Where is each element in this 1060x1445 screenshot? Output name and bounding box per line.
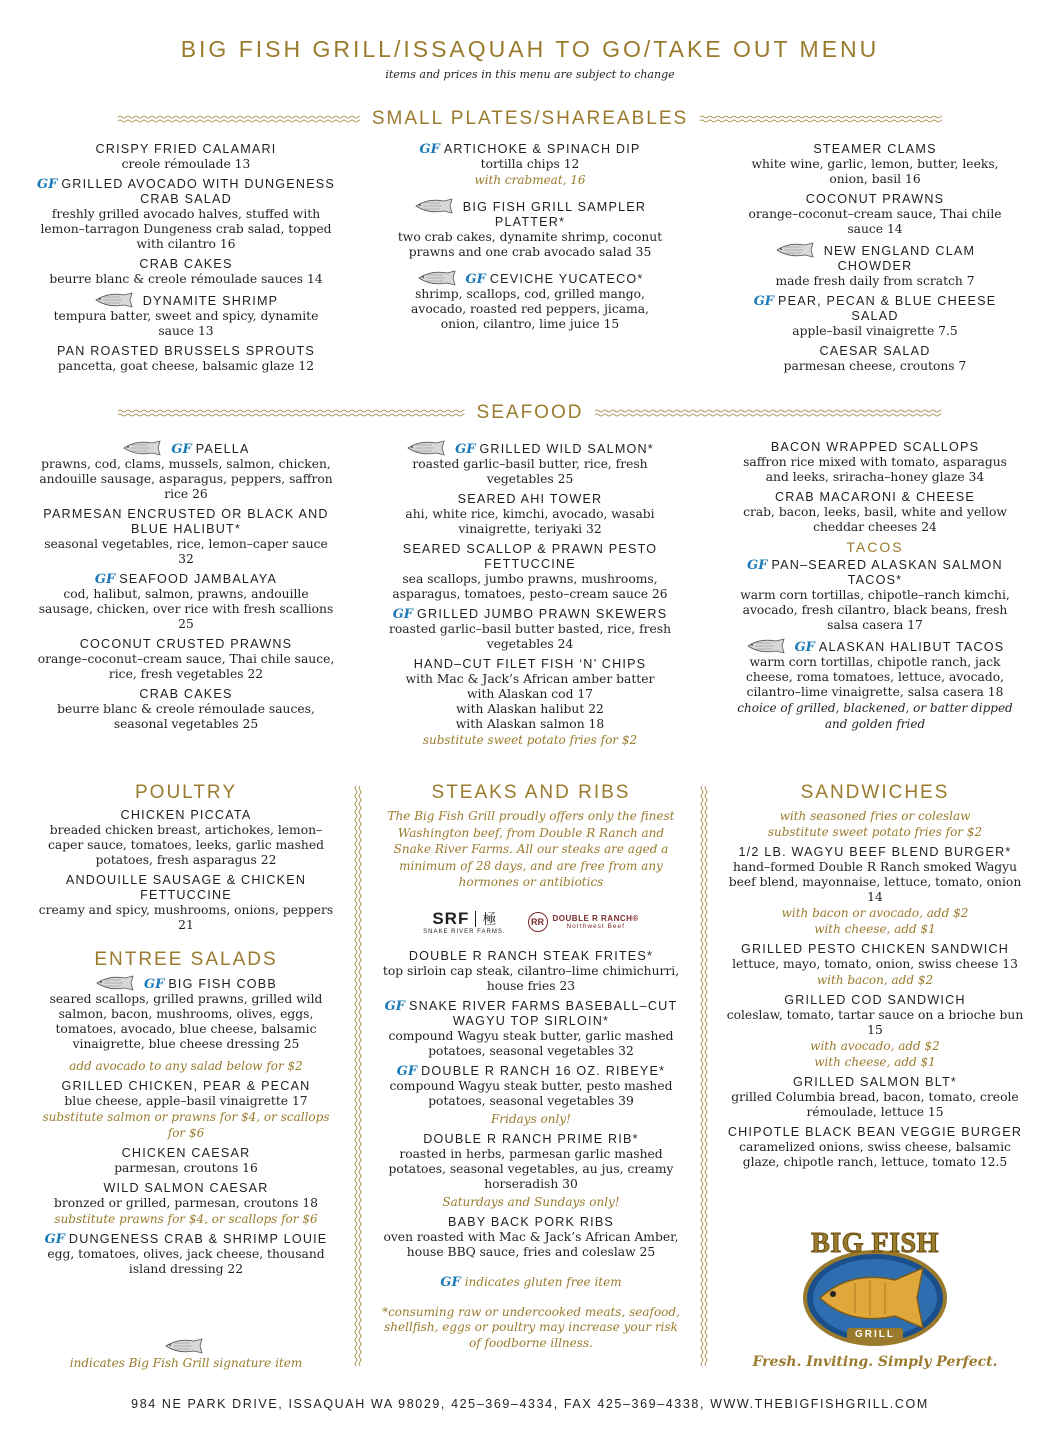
section-title-sandwiches: SANDWICHES <box>800 782 950 803</box>
item-name: STEAMER CLAMS <box>813 142 937 156</box>
item-desc: top sirloin cap steak, cilantro–lime chimichurri, house fries 23 <box>382 963 680 993</box>
seafood-column-2 <box>380 440 680 753</box>
menu-item <box>36 873 336 933</box>
menu-item <box>36 440 336 502</box>
menu-item <box>390 142 670 188</box>
gluten-free-icon: GF <box>94 572 116 587</box>
item-desc: seasonal vegetables, rice, lemon–caper sauce 32 <box>44 537 328 566</box>
menu-item <box>730 558 1020 633</box>
item-desc: blue cheese, apple–basil vinaigrette 17 <box>64 1094 308 1108</box>
item-note: Fridays only! <box>491 1111 571 1126</box>
menu-item <box>722 1125 1028 1170</box>
srf-kanji: 極 <box>482 911 497 928</box>
item-desc: creole rémoulade 13 <box>121 157 251 171</box>
item-name: GRILLED PESTO CHICKEN SANDWICH <box>740 942 1010 956</box>
brand-logos <box>378 909 684 935</box>
menu-item <box>36 1079 336 1141</box>
small-plates-column-1 <box>36 142 336 379</box>
gluten-free-icon: GF <box>392 607 414 622</box>
signature-legend <box>36 1336 336 1371</box>
item-name: PARMESAN ENCRUSTED OR BLACK AND BLUE HALIBUT* <box>43 507 329 536</box>
small-plates-column-2 <box>390 142 670 337</box>
item-name: SEARED AHI TOWER <box>457 492 603 506</box>
menu-item <box>378 1064 684 1127</box>
item-note: substitute salmon or prawns for $4, or scallops for $6 <box>42 1110 330 1140</box>
item-desc: warm corn tortillas, chipotle–ranch kimchi, avocado, fresh cilantro, black beans, fresh salsa casera 17 <box>740 588 1010 632</box>
item-name: GRILLED COD SANDWICH <box>784 993 966 1007</box>
item-name: GF PAN–SEARED ALASKAN SALMON TACOS* <box>747 558 1003 587</box>
item-desc: ahi, white rice, kimchi, avocado, wasabi vinaigrette, teriyaki 32 <box>405 507 655 536</box>
vertical-wave-divider <box>354 786 362 1366</box>
item-name: PAN ROASTED BRUSSELS SPROUTS <box>56 344 315 358</box>
raw-food-warning: *consuming raw or undercooked meats, seafood, shellfish, eggs or poultry may increase your risk of foodborne illness. <box>382 1304 680 1350</box>
seafood-column-1 <box>36 440 336 737</box>
snake-river-farms-logo <box>423 909 505 935</box>
menu-item <box>36 1146 336 1176</box>
steaks-intro: The Big Fish Grill proudly offers only the finest Washington beef, from Double R Ranch and Snake River Farms. All our steaks are aged a minimum of 28 days, and are free from any hormones or antibiotics <box>387 809 675 889</box>
item-name: GF DUNGENESS CRAB & SHRIMP LOUIE <box>44 1232 328 1247</box>
item-name: CHICKEN PICCATA <box>120 808 252 822</box>
menu-item <box>380 542 680 602</box>
signature-fish-icon <box>95 975 139 991</box>
item-name: CHICKEN CAESAR <box>121 1146 251 1160</box>
gluten-free-icon: GF <box>465 272 486 287</box>
srf-letters: SRF <box>432 908 470 928</box>
item-note: substitute prawns for $4, or scallops for $6 <box>54 1212 318 1226</box>
item-desc: crab, bacon, leeks, basil, white and yellow cheddar cheeses 24 <box>743 505 1007 534</box>
menu-item <box>380 492 680 537</box>
steaks-column <box>378 782 684 1351</box>
item-name: BACON WRAPPED SCALLOPS <box>770 440 980 454</box>
item-name: GF SEAFOOD JAMBALAYA <box>94 572 278 587</box>
item-desc: egg, tomatoes, olives, jack cheese, thousand island dressing 22 <box>47 1247 325 1276</box>
item-note: with avocado, add $2 <box>810 1039 940 1053</box>
gluten-free-icon: GF <box>455 442 476 457</box>
poultry-salads-column <box>36 782 336 1282</box>
item-desc: beurre blanc & creole rémoulade sauces 14 <box>49 272 323 286</box>
menu-item <box>36 637 336 682</box>
item-name: CAESAR SALAD <box>819 344 931 358</box>
sandwich-note: substitute sweet potato fries for $2 <box>767 825 983 839</box>
section-small-plates <box>118 108 942 130</box>
menu-item <box>36 808 336 868</box>
item-name: BABY BACK PORK RIBS <box>447 1214 615 1229</box>
item-name: GF DOUBLE R RANCH 16 OZ. RIBEYE* <box>396 1063 666 1079</box>
section-title-steaks: STEAKS AND RIBS <box>431 782 631 803</box>
logo-text: BIG FISH <box>811 1228 939 1259</box>
item-desc: oven roasted with Mac & Jack’s African Amber, house BBQ sauce, fries and coleslaw 25 <box>383 1229 679 1259</box>
menu-item <box>36 177 336 252</box>
signature-fish-icon <box>406 440 450 456</box>
gluten-free-icon: GF <box>747 558 768 573</box>
menu-item <box>722 1075 1028 1120</box>
item-desc: roasted garlic–basil butter basted, rice, fresh vegetables 24 <box>388 622 672 651</box>
signature-legend-text: indicates Big Fish Grill signature item <box>69 1356 303 1370</box>
item-desc: two crab cakes, dynamite shrimp, coconut prawns and one crab avocado salad 35 <box>397 230 663 259</box>
item-name: GF SNAKE RIVER FARMS BASEBALL–CUT WAGYU TOP SIRLOIN* <box>384 998 678 1028</box>
item-desc: orange–coconut–cream sauce, Thai chile sauce, rice, fresh vegetables 22 <box>37 652 335 681</box>
gluten-free-icon: GF <box>753 294 775 309</box>
item-desc: white wine, garlic, lemon, butter, leeks, onion, basil 16 <box>751 157 999 186</box>
item-name: CRAB MACARONI & CHEESE <box>775 490 975 504</box>
item-name: ANDOUILLE SAUSAGE & CHICKEN FETTUCCINE <box>65 873 307 902</box>
gluten-free-icon: GF <box>143 977 165 992</box>
item-name: HAND–CUT FILET FISH ‘N’ CHIPS <box>413 657 647 671</box>
menu-item <box>36 292 336 339</box>
menu-item <box>378 949 684 994</box>
item-name: WILD SALMON CAESAR <box>103 1181 269 1195</box>
menu-item <box>740 294 1010 339</box>
item-name: DYNAMITE SHRIMP <box>36 292 336 309</box>
wave-divider-right <box>595 408 942 418</box>
item-desc: warm corn tortillas, chipotle ranch, jack cheese, roma tomatoes, lettuce, avocado, cilantro–lime vinaigrette, salsa casera 18 <box>745 655 1005 699</box>
gluten-free-icon: GF <box>36 177 58 192</box>
item-name: 1/2 LB. WAGYU BEEF BLEND BURGER* <box>738 845 1012 859</box>
menu-item <box>36 975 336 1074</box>
item-desc: tortilla chips 12 <box>480 157 580 171</box>
menu-item <box>740 192 1010 237</box>
menu-item <box>390 198 670 260</box>
menu-item <box>36 1181 336 1227</box>
gluten-free-icon: GF <box>384 998 405 1014</box>
logo-subtext: GRILL <box>855 1329 895 1340</box>
item-note: choice of grilled, blackened, or batter dipped and golden fried <box>737 701 1013 731</box>
item-name: CRAB CAKES <box>139 257 233 271</box>
signature-fish-icon <box>417 270 461 286</box>
menu-item <box>722 845 1028 937</box>
item-name: DOUBLE R RANCH PRIME RIB* <box>423 1131 639 1146</box>
item-desc: hand–formed Double R Ranch smoked Wagyu beef blend, mayonnaise, lettuce, tomato, onion 14 <box>728 860 1022 904</box>
item-name: GF PEAR, PECAN & BLUE CHEESE SALAD <box>753 294 997 323</box>
menu-item <box>730 490 1020 535</box>
item-name: GRILLED SALMON BLT* <box>793 1075 957 1089</box>
gluten-free-icon: GF <box>440 1274 461 1290</box>
menu-subtitle: items and prices in this menu are subject to change <box>385 68 675 81</box>
item-desc: creamy and spicy, mushrooms, onions, peppers 21 <box>38 903 334 932</box>
section-title: SMALL PLATES/SHAREABLES <box>371 108 689 129</box>
menu-item <box>36 687 336 732</box>
srf-separator <box>475 911 476 927</box>
tacos-subheading: TACOS <box>846 539 904 555</box>
big-fish-grill-logo <box>795 1228 955 1350</box>
item-note: substitute sweet potato fries for $2 <box>422 733 638 747</box>
double-r-ranch-logo <box>528 912 639 932</box>
item-desc: lettuce, mayo, tomato, onion, swiss cheese 13 <box>732 957 1018 971</box>
menu-item <box>36 344 336 374</box>
item-name: GF ALASKAN HALIBUT TACOS <box>730 638 1020 655</box>
item-name: SEARED SCALLOP & PRAWN PESTO FETTUCCINE <box>402 542 658 571</box>
menu-item <box>36 1232 336 1277</box>
item-desc: pancetta, goat cheese, balsamic glaze 12 <box>57 359 315 373</box>
item-name: COCONUT CRUSTED PRAWNS <box>79 637 293 651</box>
signature-fish-icon <box>746 638 790 654</box>
sandwich-note: with seasoned fries or coleslaw <box>779 809 971 823</box>
menu-item <box>378 1132 684 1210</box>
item-name: GF PAELLA <box>36 440 336 457</box>
item-name: DOUBLE R RANCH STEAK FRITES* <box>408 948 654 963</box>
menu-item <box>36 507 336 567</box>
menu-item <box>36 257 336 287</box>
gluten-free-icon: GF <box>396 1063 418 1079</box>
item-desc: roasted in herbs, parmesan garlic mashed potatoes, seasonal vegetables, au jus, creamy horseradish 30 <box>388 1146 674 1191</box>
section-title-entree-salads: ENTREE SALADS <box>94 949 278 970</box>
item-desc: orange–coconut–cream sauce, Thai chile sauce 14 <box>748 207 1002 236</box>
menu-item <box>390 270 670 332</box>
item-desc: compound Wagyu steak butter, garlic mashed potatoes, seasonal vegetables 32 <box>388 1028 674 1058</box>
sandwiches-column <box>722 782 1028 1175</box>
item-desc: shrimp, scallops, cod, grilled mango, avocado, roasted red peppers, jicama, onion, cilantro, lime juice 15 <box>411 287 649 331</box>
signature-fish-icon <box>414 198 458 214</box>
menu-item <box>740 242 1010 289</box>
item-desc: prawns, cod, clams, mussels, salmon, chicken, andouille sausage, asparagus, peppers, saffron rice 26 <box>39 457 333 501</box>
drr-mark: RR <box>528 912 548 932</box>
item-note: with bacon, add $2 <box>816 973 934 987</box>
menu-item <box>722 993 1028 1070</box>
srf-name: SNAKE RIVER FARMS. <box>423 928 506 935</box>
item-desc: sea scallops, jumbo prawns, mushrooms, asparagus, tomatoes, pesto–cream sauce 26 <box>392 572 668 601</box>
item-name: GF BIG FISH COBB <box>36 975 336 992</box>
signature-fish-icon <box>775 242 819 258</box>
drr-name: DOUBLE R RANCH® <box>552 913 639 923</box>
item-note: add avocado to any salad below for $2 <box>69 1059 303 1073</box>
menu-item <box>36 142 336 172</box>
item-variant: with Alaskan cod 17 <box>466 687 593 701</box>
menu-item <box>380 440 680 487</box>
item-name: GF GRILLED AVOCADO WITH DUNGENESS CRAB SALAD <box>36 177 336 206</box>
menu-item <box>380 607 680 652</box>
item-note: with cheese, add $1 <box>814 1055 936 1069</box>
item-name: BIG FISH GRILL SAMPLER PLATTER* <box>390 198 670 230</box>
item-note: Saturdays and Sundays only! <box>442 1194 620 1209</box>
gluten-free-icon: GF <box>44 1232 65 1247</box>
item-desc: saffron rice mixed with tomato, asparagus and leeks, sriracha–honey glaze 34 <box>743 455 1007 484</box>
item-name: GF GRILLED JUMBO PRAWN SKEWERS <box>392 607 668 622</box>
item-desc: compound Wagyu steak butter, pesto mashed potatoes, seasonal vegetables 39 <box>389 1078 673 1108</box>
item-name: GF CEVICHE YUCATECO* <box>390 270 670 287</box>
item-desc: freshly grilled avocado halves, stuffed with lemon–tarragon Dungeness crab salad, topped with cilantro 16 <box>40 207 332 251</box>
signature-fish-icon <box>94 292 138 308</box>
item-desc: apple–basil vinaigrette 7.5 <box>792 324 958 338</box>
menu-title: BIG FISH GRILL/ISSAQUAH TO GO/TAKE OUT MENU <box>180 36 880 62</box>
menu-item <box>378 999 684 1059</box>
item-name: NEW ENGLAND CLAM CHOWDER <box>740 242 1010 274</box>
item-variant: with Alaskan salmon 18 <box>455 717 605 731</box>
menu-item <box>730 440 1020 485</box>
item-desc: coleslaw, tomato, tartar sauce on a brioche bun 15 <box>726 1008 1024 1037</box>
item-name: COCONUT PRAWNS <box>805 192 945 206</box>
section-title: SEAFOOD <box>476 402 584 423</box>
footer-address: 984 NE PARK DRIVE, ISSAQUAH WA 98029, 425–369–4334, FAX 425–369–4338, WWW.THEBIGFISHGRILL.COM <box>131 1397 929 1411</box>
gluten-free-icon: GF <box>419 142 440 157</box>
menu-item <box>730 638 1020 732</box>
tagline: Fresh. Inviting. Simply Perfect. <box>752 1354 998 1370</box>
wave-divider-left <box>118 408 465 418</box>
small-plates-column-3 <box>740 142 1010 379</box>
item-desc: roasted garlic–basil butter, rice, fresh vegetables 25 <box>412 457 648 486</box>
item-note: with bacon or avocado, add $2 <box>781 906 969 920</box>
item-note: with cheese, add $1 <box>814 922 936 936</box>
section-seafood <box>118 402 942 424</box>
menu-item <box>378 1215 684 1260</box>
item-desc: beurre blanc & creole rémoulade sauces, seasonal vegetables 25 <box>57 702 315 731</box>
item-desc: cod, halibut, salmon, prawns, andouille sausage, chicken, over rice with fresh scallions 25 <box>38 587 334 631</box>
item-name: CRAB CAKES <box>139 687 233 701</box>
signature-fish-icon <box>164 1338 208 1354</box>
item-desc: bronzed or grilled, parmesan, croutons 18 <box>54 1196 318 1210</box>
wave-divider-right <box>700 114 942 124</box>
vertical-wave-divider <box>700 786 708 1366</box>
item-desc: seared scallops, grilled prawns, grilled wild salmon, bacon, mushrooms, olives, eggs, tomatoes, avocado, blue cheese, balsamic vinaigrette, blue cheese dressing 25 <box>49 992 323 1051</box>
gluten-free-legend: GF indicates gluten free item <box>440 1274 622 1290</box>
item-desc: parmesan cheese, croutons 7 <box>783 359 967 373</box>
item-variant: with Alaskan halibut 22 <box>456 702 604 716</box>
item-desc: grilled Columbia bread, bacon, tomato, creole rémoulade, lettuce 15 <box>731 1090 1019 1119</box>
item-desc: with Mac & Jack’s African amber batter <box>405 672 655 686</box>
menu-item <box>740 344 1010 374</box>
menu-item <box>722 942 1028 988</box>
item-desc: tempura batter, sweet and spicy, dynamite sauce 13 <box>53 309 319 338</box>
item-desc: made fresh daily from scratch 7 <box>775 274 975 288</box>
item-name: CRISPY FRIED CALAMARI <box>95 142 277 156</box>
item-name: GF ARTICHOKE & SPINACH DIP <box>419 142 641 157</box>
item-desc: parmesan, croutons 16 <box>114 1161 258 1175</box>
menu-item <box>740 142 1010 187</box>
item-desc: caramelized onions, swiss cheese, balsamic glaze, chipotle ranch, lettuce, tomato 12.5 <box>739 1140 1011 1169</box>
gluten-free-icon: GF <box>794 640 815 655</box>
seafood-column-3 <box>730 440 1020 737</box>
item-name: GRILLED CHICKEN, PEAR & PECAN <box>61 1079 311 1093</box>
wave-divider-left <box>118 114 360 124</box>
menu-item <box>36 572 336 632</box>
gluten-free-icon: GF <box>171 442 192 457</box>
item-note: with crabmeat, 16 <box>474 173 586 187</box>
signature-fish-icon <box>122 440 166 456</box>
drr-sub: Northwest Beef <box>566 922 625 930</box>
menu-item <box>380 657 680 748</box>
item-name: GF GRILLED WILD SALMON* <box>380 440 680 457</box>
item-name: CHIPOTLE BLACK BEAN VEGGIE BURGER <box>727 1125 1023 1139</box>
section-title-poultry: POULTRY <box>135 782 237 803</box>
item-desc: breaded chicken breast, artichokes, lemon–caper sauce, tomatoes, leeks, garlic mashed potatoes, fresh asparagus 22 <box>48 823 324 867</box>
